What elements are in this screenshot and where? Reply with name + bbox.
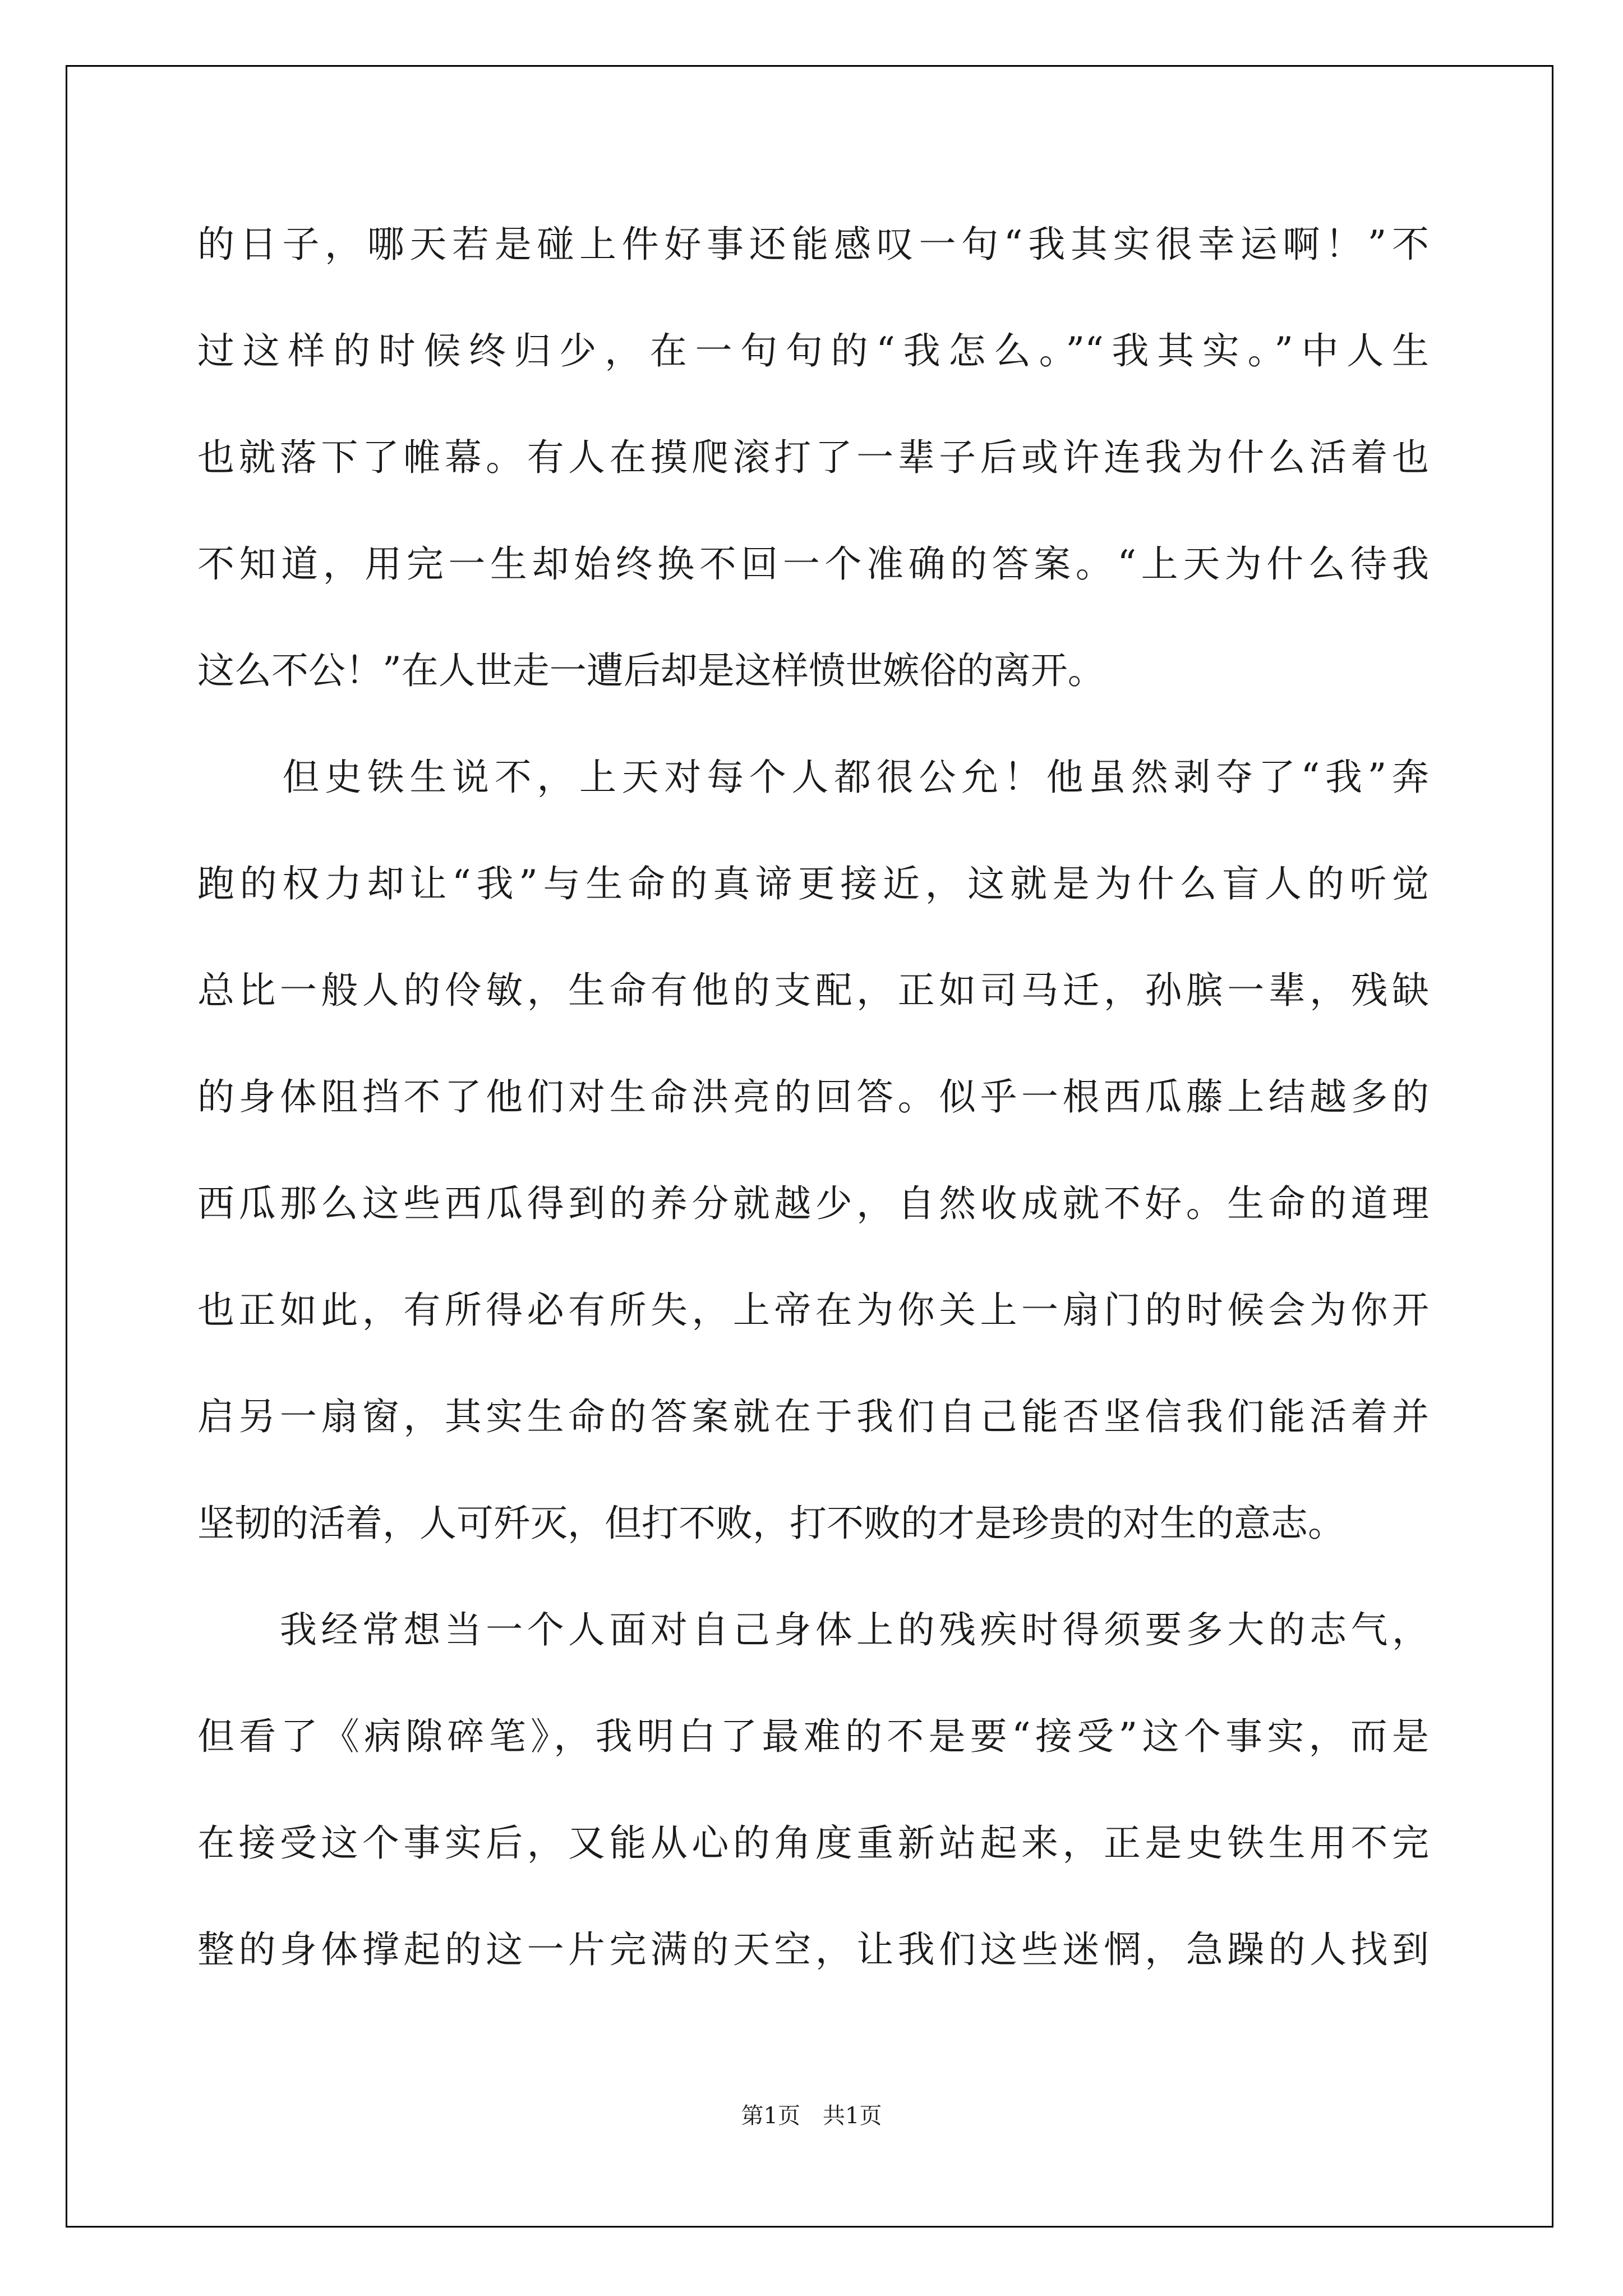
text-line: 总比一般人的伶敏，生命有他的支配，正如司马迁，孙膑一辈，残缺	[197, 969, 1429, 1012]
text-line: 也就落下了帷幕。有人在摸爬滚打了一辈子后或许连我为什么活着也	[197, 436, 1429, 479]
page-number-footer: 第1页 共1页	[741, 2103, 882, 2129]
page-border	[66, 65, 1553, 2228]
text-line: 这么不公！”在人世走一遭后却是这样愤世嫉俗的离开。	[197, 649, 1105, 692]
text-line: 不知道，用完一生却始终换不回一个准确的答案。“上天为什么待我	[197, 542, 1429, 586]
text-line: 在接受这个事实后，又能从心的角度重新站起来，正是史铁生用不完	[197, 1821, 1429, 1865]
text-line: 启另一扇窗，其实生命的答案就在于我们自己能否坚信我们能活着并	[197, 1395, 1429, 1438]
text-line: 跑的权力却让“我”与生命的真谛更接近，这就是为什么盲人的听觉	[197, 862, 1429, 905]
text-line: 的身体阻挡不了他们对生命洪亮的回答。似乎一根西瓜藤上结越多的	[197, 1075, 1429, 1119]
text-line: 但史铁生说不，上天对每个人都很公允！他虽然剥夺了“我”奔	[197, 756, 1429, 799]
text-line: 坚韧的活着，人可歼灭，但打不败，打不败的才是珍贵的对生的意志。	[197, 1502, 1345, 1545]
text-line: 也正如此，有所得必有所失，上帝在为你关上一扇门的时候会为你开	[197, 1289, 1429, 1332]
text-line: 西瓜那么这些西瓜得到的养分就越少，自然收成就不好。生命的道理	[197, 1182, 1429, 1225]
text-line: 的日子，哪天若是碰上件好事还能感叹一句“我其实很幸运啊！”不	[197, 223, 1429, 266]
text-line: 但看了《病隙碎笔》，我明白了最难的不是要“接受”这个事实，而是	[197, 1715, 1429, 1758]
text-line: 整的身体撑起的这一片完满的天空，让我们这些迷惘，急躁的人找到	[197, 1928, 1429, 1971]
text-line: 过这样的时候终归少，在一句句的“我怎么。”“我其实。”中人生	[197, 329, 1429, 372]
text-line: 我经常想当一个人面对自己身体上的残疾时得须要多大的志气，	[197, 1608, 1429, 1651]
